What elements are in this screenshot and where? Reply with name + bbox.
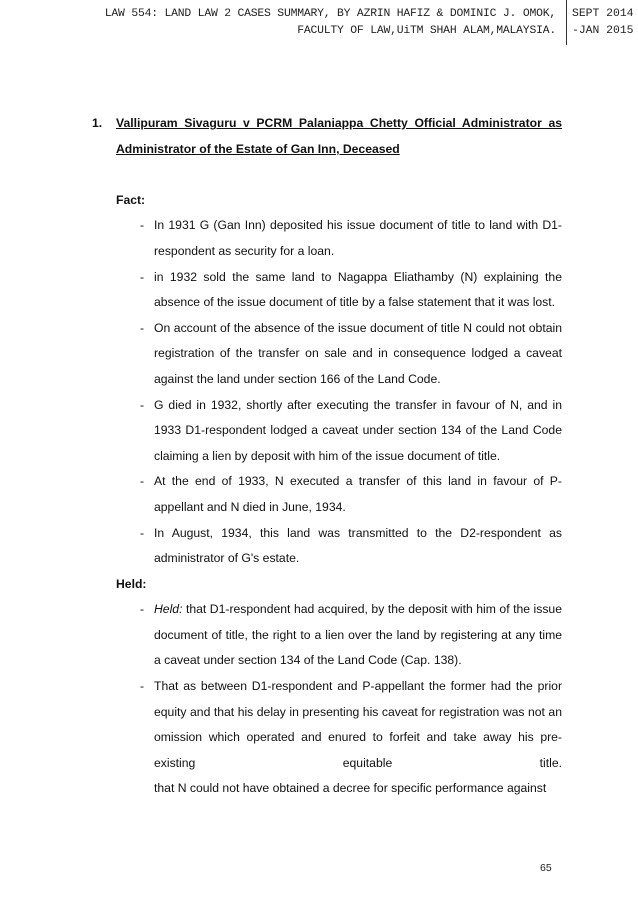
- fact-list: [92, 213, 562, 571]
- held-text: That as between D1-respondent and P-appellant the former had the prior equity and that his delay in presenting his caveat for registration was not an omission which operated and enured to forfeit and take away his pre-existing equitable title.: [154, 679, 562, 770]
- fact-text: G died in 1932, shortly after executing the transfer in favour of N, and in 1933 D1-respondent lodged a caveat under section 134 of the Land Code claiming a lien by deposit with him of the issue document of title.: [154, 397, 562, 463]
- held-list: [92, 597, 562, 776]
- held-continuation: that N could not have obtained a decree for specific performance against: [154, 781, 547, 796]
- list-item: - In August, 1934, this land was transmitted to the D2-respondent as administrator of G's estate.: [140, 521, 562, 572]
- list-item: - Held: that D1-respondent had acquired, by the deposit with him of the issue document of title, the right to a lien over the land by registering at any time a caveat under section 134 of the Land Code (Cap. 138).: [140, 597, 562, 674]
- list-item: - In 1931 G (Gan Inn) deposited his issue document of title to land with D1-respondent as security for a loan.: [140, 213, 562, 264]
- fact-text: in 1932 sold the same land to Nagappa Eliathamby (N) explaining the absence of the issue document of title by a false statement that it was lost.: [154, 269, 562, 310]
- case-number: 1.: [92, 116, 103, 130]
- header-divider: [566, 0, 567, 45]
- held-prefix: Held:: [154, 602, 183, 617]
- header-date-line-1: SEPT 2014: [572, 8, 634, 20]
- list-item: - G died in 1932, shortly after executing the transfer in favour of N, and in 1933 D1-respondent lodged a caveat under section 134 of the Land Code claiming a lien by deposit with him of the issue document of title.: [140, 393, 562, 470]
- list-item: - At the end of 1933, N executed a transfer of this land in favour of P-appellant and N died in June, 1934.: [140, 469, 562, 520]
- case-heading: [92, 111, 562, 162]
- list-item: - in 1932 sold the same land to Nagappa Eliathamby (N) explaining the absence of the issue document of title by a false statement that it was lost.: [140, 265, 562, 316]
- case-title: Vallipuram Sivaguru v PCRM Palaniappa Chetty Official Administrator as Administrator of the Estate of Gan Inn, Deceased: [116, 116, 562, 156]
- list-item: - On account of the absence of the issue document of title N could not obtain registration of the transfer on sale and in consequence lodged a caveat against the land under section 166 of the Land Code.: [140, 316, 562, 393]
- header-line-1: LAW 554: LAND LAW 2 CASES SUMMARY, BY AZRIN HAFIZ & DOMINIC J. OMOK,: [104, 8, 556, 20]
- fact-text: On account of the absence of the issue document of title N could not obtain registration of the transfer on sale and in consequence lodged a caveat against the land under section 166 of the Land Code.: [154, 320, 562, 386]
- held-label: Held:: [116, 576, 147, 591]
- list-item: - That as between D1-respondent and P-appellant the former had the prior equity and that his delay in presenting his caveat for registration was not an omission which operated and enured to forfeit and take away his pre-existing equitable title.: [140, 674, 562, 776]
- fact-label: Fact:: [116, 192, 146, 207]
- header-date: [572, 6, 634, 40]
- header-line-2: FACULTY OF LAW,UiTM SHAH ALAM,MALAYSIA.: [297, 25, 556, 37]
- fact-text: In 1931 G (Gan Inn) deposited his issue document of title to land with D1-respondent as security for a loan.: [154, 218, 562, 258]
- running-header: [100, 6, 556, 40]
- header-date-line-2: -JAN 2015: [572, 25, 634, 37]
- page-number: 65: [540, 862, 552, 874]
- fact-text: In August, 1934, this land was transmitted to the D2-respondent as administrator of G's estate.: [154, 525, 562, 566]
- held-first-body: that D1-respondent had acquired, by the deposit with him of the issue document of title, the right to a lien over the land by registering at any time a caveat under section 134 of the Land Code (Cap. 138).: [154, 602, 562, 668]
- fact-text: At the end of 1933, N executed a transfer of this land in favour of P-appellant and N died in June, 1934.: [154, 474, 562, 514]
- page-body: [92, 111, 562, 802]
- held-text: [154, 597, 562, 674]
